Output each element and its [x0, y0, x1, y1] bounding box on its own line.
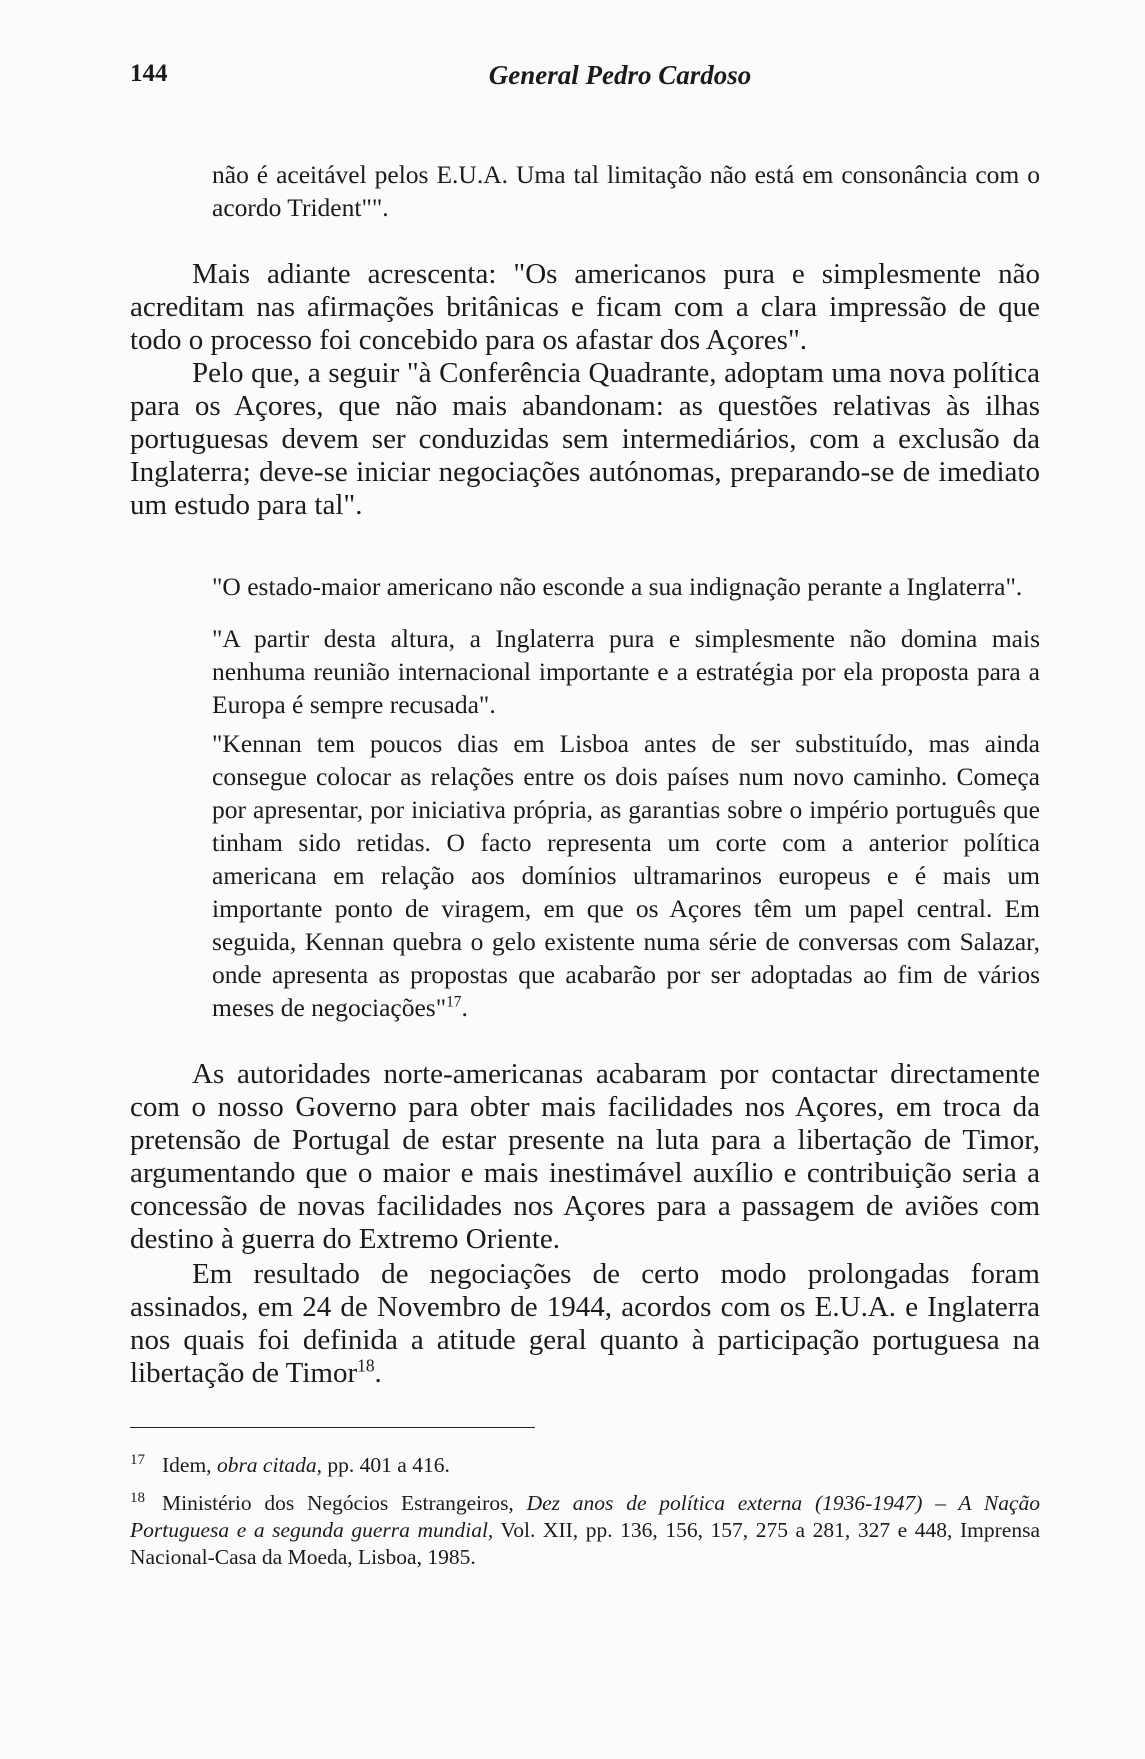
paragraph [130, 258, 1040, 357]
footnote-text: Vol. XII, pp. 136, 156, 157, 275 a 281, 327 e 448, Imprensa Nacional-Casa da Moeda, Lisboa, 1985. [130, 1518, 1040, 1569]
block-quote-continuation [212, 158, 1040, 224]
footnote-text: pp. 401 a 416. [322, 1453, 450, 1477]
footnote-italic: Dez anos de política externa (1936-1947) – A Nação Portuguesa e a segunda guerra mundial, [130, 1491, 1040, 1542]
page-number: 144 [130, 60, 168, 87]
footnote-separator [130, 1427, 535, 1428]
paragraph-text: Pelo que, a seguir "à Conferência Quadrante, adoptam uma nova política para os Açores, que não mais abandonam: as questões relativas às ilhas portuguesas devem ser conduzidas sem intermediários, com a exclusão da Inglaterra; deve-se iniciar negociações autónomas, preparando-se de imediato um estudo para tal". [130, 357, 1040, 521]
paragraph-text-wrapper: Em resultado de negociações de certo modo prolongadas foram assinados, em 24 de Novembro de 1944, acordos com os E.U.A. e Inglaterra nos quais foi definida a atitude geral quanto à participação portuguesa na libertação de Timor$^{18}$. [130, 1258, 1040, 1389]
block-quote [212, 622, 1040, 721]
footnote-text: Ministério dos Negócios Estrangeiros, [162, 1491, 527, 1515]
paragraph-text: Em resultado de negociações de certo modo prolongadas foram assinados, em 24 de Novembro de 1944, acordos com os E.U.A. e Inglaterra nos quais foi definida a atitude geral quanto à participação portuguesa na libertação de Timor [130, 1258, 1040, 1389]
footnote [130, 1485, 1040, 1571]
footnote [130, 1447, 1040, 1479]
footnote-ref[interactable]: 18 [357, 1355, 375, 1376]
paragraph [130, 357, 1040, 522]
footnote-number: 18 [130, 1490, 145, 1506]
quote-text: "Kennan tem poucos dias em Lisboa antes de ser substituído, mas ainda consegue colocar as relações entre os dois países num novo caminho. Começa por apresentar, por iniciativa própria, as garantias sobre o império português que tinham sido retidas. O facto representa um corte com a anterior política americana em relação aos domínios ultramarinos europeus e é mais um importante ponto de viragem, em que os Açores têm um papel central. Em seguida, Kennan quebra o gelo existente numa série de conversas com Salazar, onde apresenta as propostas que acabarão por ser adoptadas ao fim de vários meses de negociações" [212, 729, 1040, 1022]
block-quote [212, 570, 1040, 603]
quote-text: "O estado-maior americano não esconde a sua indignação perante a Inglaterra". [212, 572, 1023, 601]
footnote-ref[interactable]: 17 [446, 993, 462, 1011]
footnote-italic: obra citada, [216, 1453, 323, 1477]
quote-text-wrapper: "Kennan tem poucos dias em Lisboa antes de ser substituído, mas ainda consegue colocar as relações entre os dois países num novo caminho. Começa por apresentar, por iniciativa própria, as garantias sobre o império português que tinham sido retidas. O facto representa um corte com a anterior política americana em relação aos domínios ultramarinos europeus e é mais um importante ponto de viragem, em que os Açores têm um papel central. Em seguida, Kennan quebra o gelo existente numa série de conversas com Salazar, onde apresenta as propostas que acabarão por ser adoptadas ao fim de vários meses de negociações"$^{17}$. [212, 729, 1040, 1022]
running-title: General Pedro Cardoso [488, 60, 752, 90]
quote-text: "A partir desta altura, a Inglaterra pura e simplesmente não domina mais nenhuma reunião internacional importante e a estratégia por ela proposta para a Europa é sempre recusada". [212, 624, 1040, 719]
block-quote [212, 727, 1040, 1024]
page-header [130, 60, 1040, 100]
paragraph [130, 1258, 1040, 1390]
quote-text: não é aceitável pelos E.U.A. Uma tal limitação não está em consonância com o acordo Trident"". [212, 160, 1040, 222]
paragraph-text: Mais adiante acrescenta: "Os americanos pura e simplesmente não acreditam nas afirmações britânicas e ficam com a clara impressão de que todo o processo foi concebido para os afastar dos Açores". [130, 258, 1040, 356]
footnote-number: 17 [130, 1452, 145, 1468]
paragraph-text: As autoridades norte-americanas acabaram por contactar directamente com o nosso Governo para obter mais facilidades nos Açores, em troca da pretensão de Portugal de estar presente na luta para a libertação de Timor, argumentando que o maior e mais inestimável auxílio e contribuição seria a concessão de novas facilidades nos Açores para a passagem de aviões com destino à guerra do Extremo Oriente. [130, 1058, 1040, 1255]
paragraph [130, 1058, 1040, 1256]
footnote-text: Idem, [162, 1453, 217, 1477]
